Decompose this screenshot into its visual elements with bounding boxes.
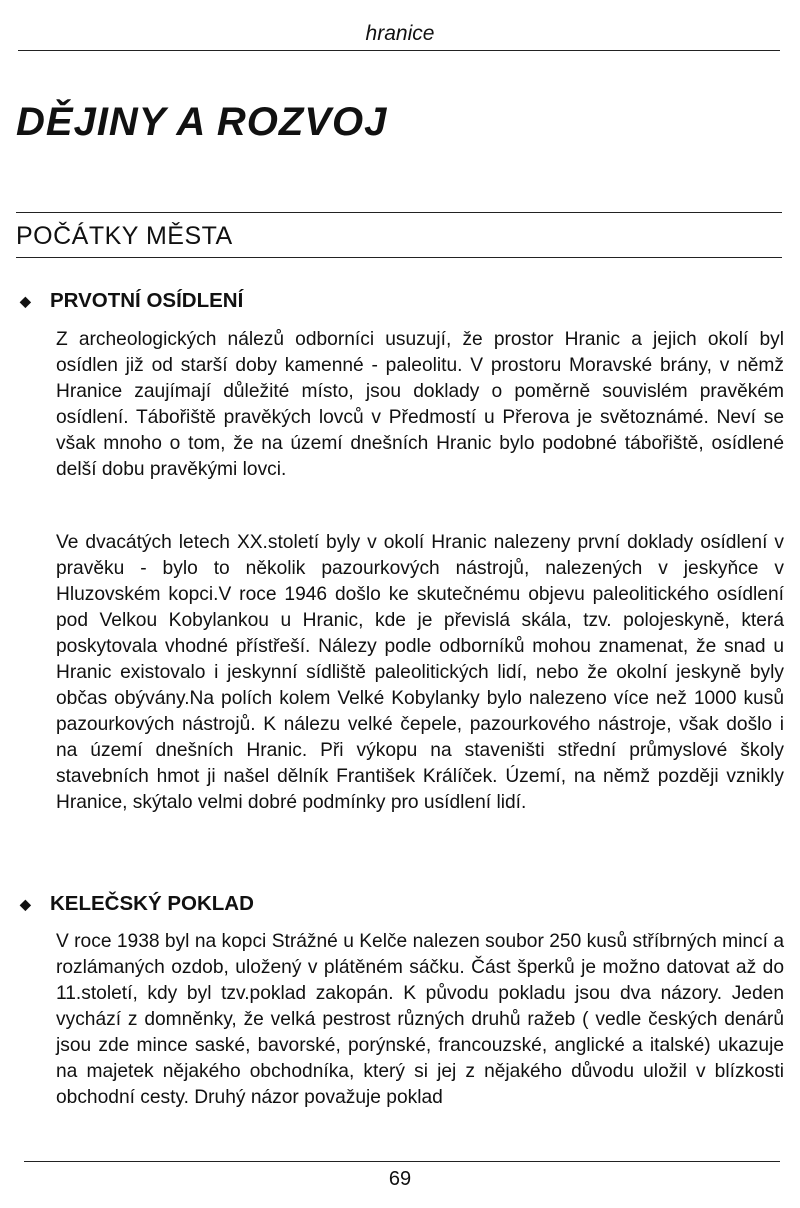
subsection-heading-text: PRVOTNÍ OSÍDLENÍ — [50, 289, 244, 312]
paragraph: V roce 1938 byl na kopci Strážné u Kelče nalezen soubor 250 kusů stříbrných mincí a rozlámaných ozdob, uložený v plátěném sáčku. Část šperků je možno datovat až do 11.století, kdy byl tzv.poklad zakopán. K původu pokladu jsou dva názory. Jeden vychází z domněnky, že velká pestrost různých druhů ražeb ( vedle českých denárů jsou zde mince saské, bavorské, porýnské, francouzské, anglické a italské) ukazuje na majetek nějakého obchodníka, který si jej z nějakého důvodu uložil v blízkosti obchodní cesty. Druhý názor považuje poklad — [56, 931, 784, 1108]
footer-rule — [24, 1161, 780, 1162]
chapter-title: DĚJINY A ROZVOJ — [16, 100, 388, 144]
subsection-heading-prvotni-osidleni — [20, 289, 243, 313]
subsection-heading-kelecsky-poklad — [20, 892, 254, 916]
section-rule-top — [16, 212, 782, 213]
header-rule — [18, 50, 780, 51]
section-rule-bottom — [16, 257, 782, 258]
bullet-diamond-icon: ◆ — [20, 292, 31, 309]
paragraph: Z archeologických nálezů odborníci usuzují, že prostor Hranic a jejich okolí byl osídlen již od starší doby kamenné - paleolitu. V prostoru Moravské brány, v němž Hranice zaujímají důležité místo, jsou doklady o poměrně souvislém pravěkém osídlení. Tábořiště pravěkých lovců v Předmostí u Přerova je světoznámé. Neví se však mnoho o tom, že na území dnešních Hranic bylo podobné tábořiště, osídlené delší dobu pravěkými lovci. — [56, 329, 784, 480]
subsection-heading-text: KELEČSKÝ POKLAD — [50, 892, 254, 915]
paragraph: Ve dvacátých letech XX.století byly v okolí Hranic nalezeny první doklady osídlení v pravěku - bylo to několik pazourkových nástrojů, nalezených v jeskyňce v Hluzovském kopci.V roce 1946 došlo ke skutečnému objevu paleolitického osídlení pod Velkou Kobylankou u Hranic, kde je převislá skála, tzv. polojeskyně, která poskytovala vhodné přístřeší. Nálezy podle odborníků mohou znamenat, že snad u Hranic existovalo i jeskynní sídliště paleolitických lidí, nebo že okolní jeskyně byly občas obývány.Na polích kolem Velké Kobylanky bylo nalezeno více než 1000 kusů pazourkových nástrojů. K nálezu velké čepele, pazourkového nástroje, však došlo i na území dnešních Hranic. Při výkopu na staveništi střední průmyslové školy stavebních hmot ji našel dělník František Králíček. Území, na němž později vznikly Hranice, skýtalo velmi dobré podmínky pro usídlení lidí. — [56, 532, 784, 813]
section-title: POČÁTKY MĚSTA — [16, 222, 233, 250]
bullet-diamond-icon: ◆ — [20, 895, 31, 912]
page-number: 69 — [388, 1168, 412, 1190]
running-header: hranice — [365, 22, 435, 45]
